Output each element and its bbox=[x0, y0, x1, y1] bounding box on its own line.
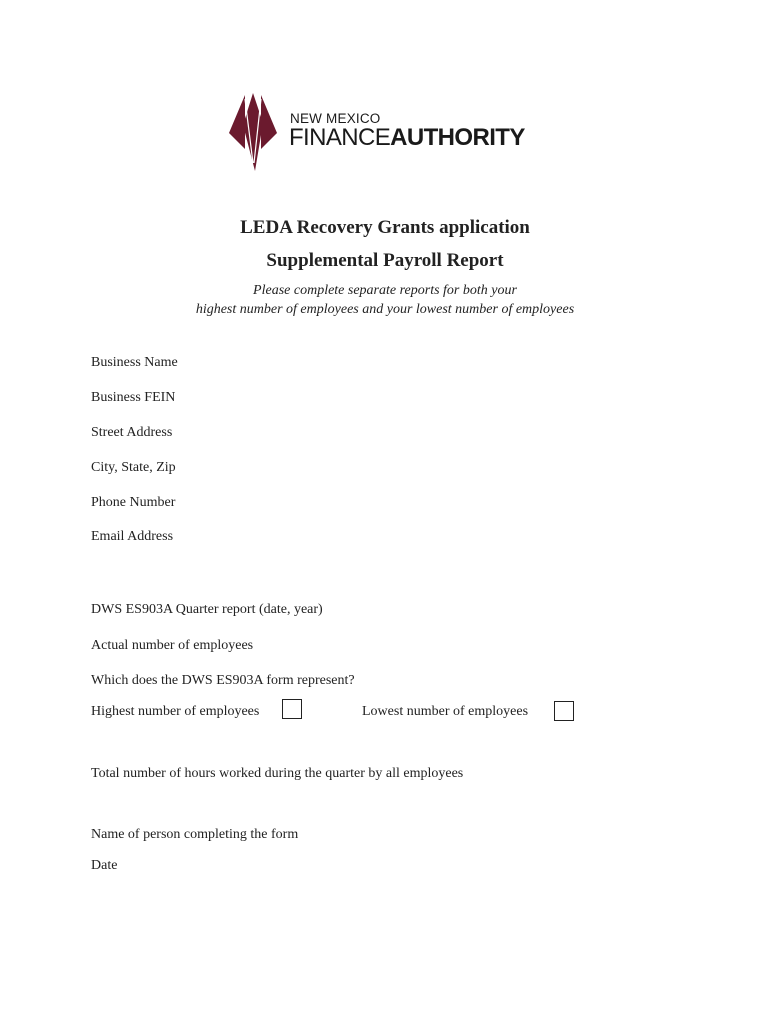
lowest-option-label: Lowest number of employees bbox=[362, 704, 529, 719]
city-state-zip-label: City, State, Zip bbox=[91, 460, 176, 475]
logo-text-authority: AUTHORITY bbox=[390, 124, 525, 151]
logo-text-top: NEW MEXICO bbox=[290, 111, 381, 126]
nmfa-logo bbox=[225, 93, 545, 173]
actual-employees-label: Actual number of employees bbox=[91, 638, 254, 653]
email-address-label: Email Address bbox=[91, 529, 174, 544]
logo-mark-left bbox=[229, 95, 245, 149]
logo-text-bottom bbox=[289, 124, 525, 152]
instruction-line-1: Please complete separate reports for both your bbox=[253, 283, 517, 298]
page-title: LEDA Recovery Grants application bbox=[240, 217, 530, 238]
logo-text-finance: FINANCE bbox=[289, 124, 391, 151]
person-name-label: Name of person completing the form bbox=[91, 827, 299, 842]
date-label: Date bbox=[91, 858, 118, 873]
business-fein-label: Business FEIN bbox=[91, 390, 176, 405]
quarter-report-label: DWS ES903A Quarter report (date, year) bbox=[91, 602, 323, 617]
street-address-label: Street Address bbox=[91, 425, 173, 440]
logo-mark-right bbox=[261, 95, 277, 149]
represent-question-label: Which does the DWS ES903A form represent? bbox=[91, 673, 355, 688]
lowest-employees-checkbox[interactable] bbox=[554, 701, 574, 721]
page-subtitle: Supplemental Payroll Report bbox=[266, 250, 504, 271]
phone-number-label: Phone Number bbox=[91, 495, 176, 510]
highest-employees-checkbox[interactable] bbox=[282, 699, 302, 719]
total-hours-label: Total number of hours worked during the quarter by all employees bbox=[91, 766, 464, 781]
highest-option-label: Highest number of employees bbox=[91, 704, 260, 719]
instruction-line-2: highest number of employees and your lowest number of employees bbox=[195, 302, 575, 317]
business-name-label: Business Name bbox=[91, 355, 178, 370]
logo-mark-icon bbox=[225, 93, 285, 173]
